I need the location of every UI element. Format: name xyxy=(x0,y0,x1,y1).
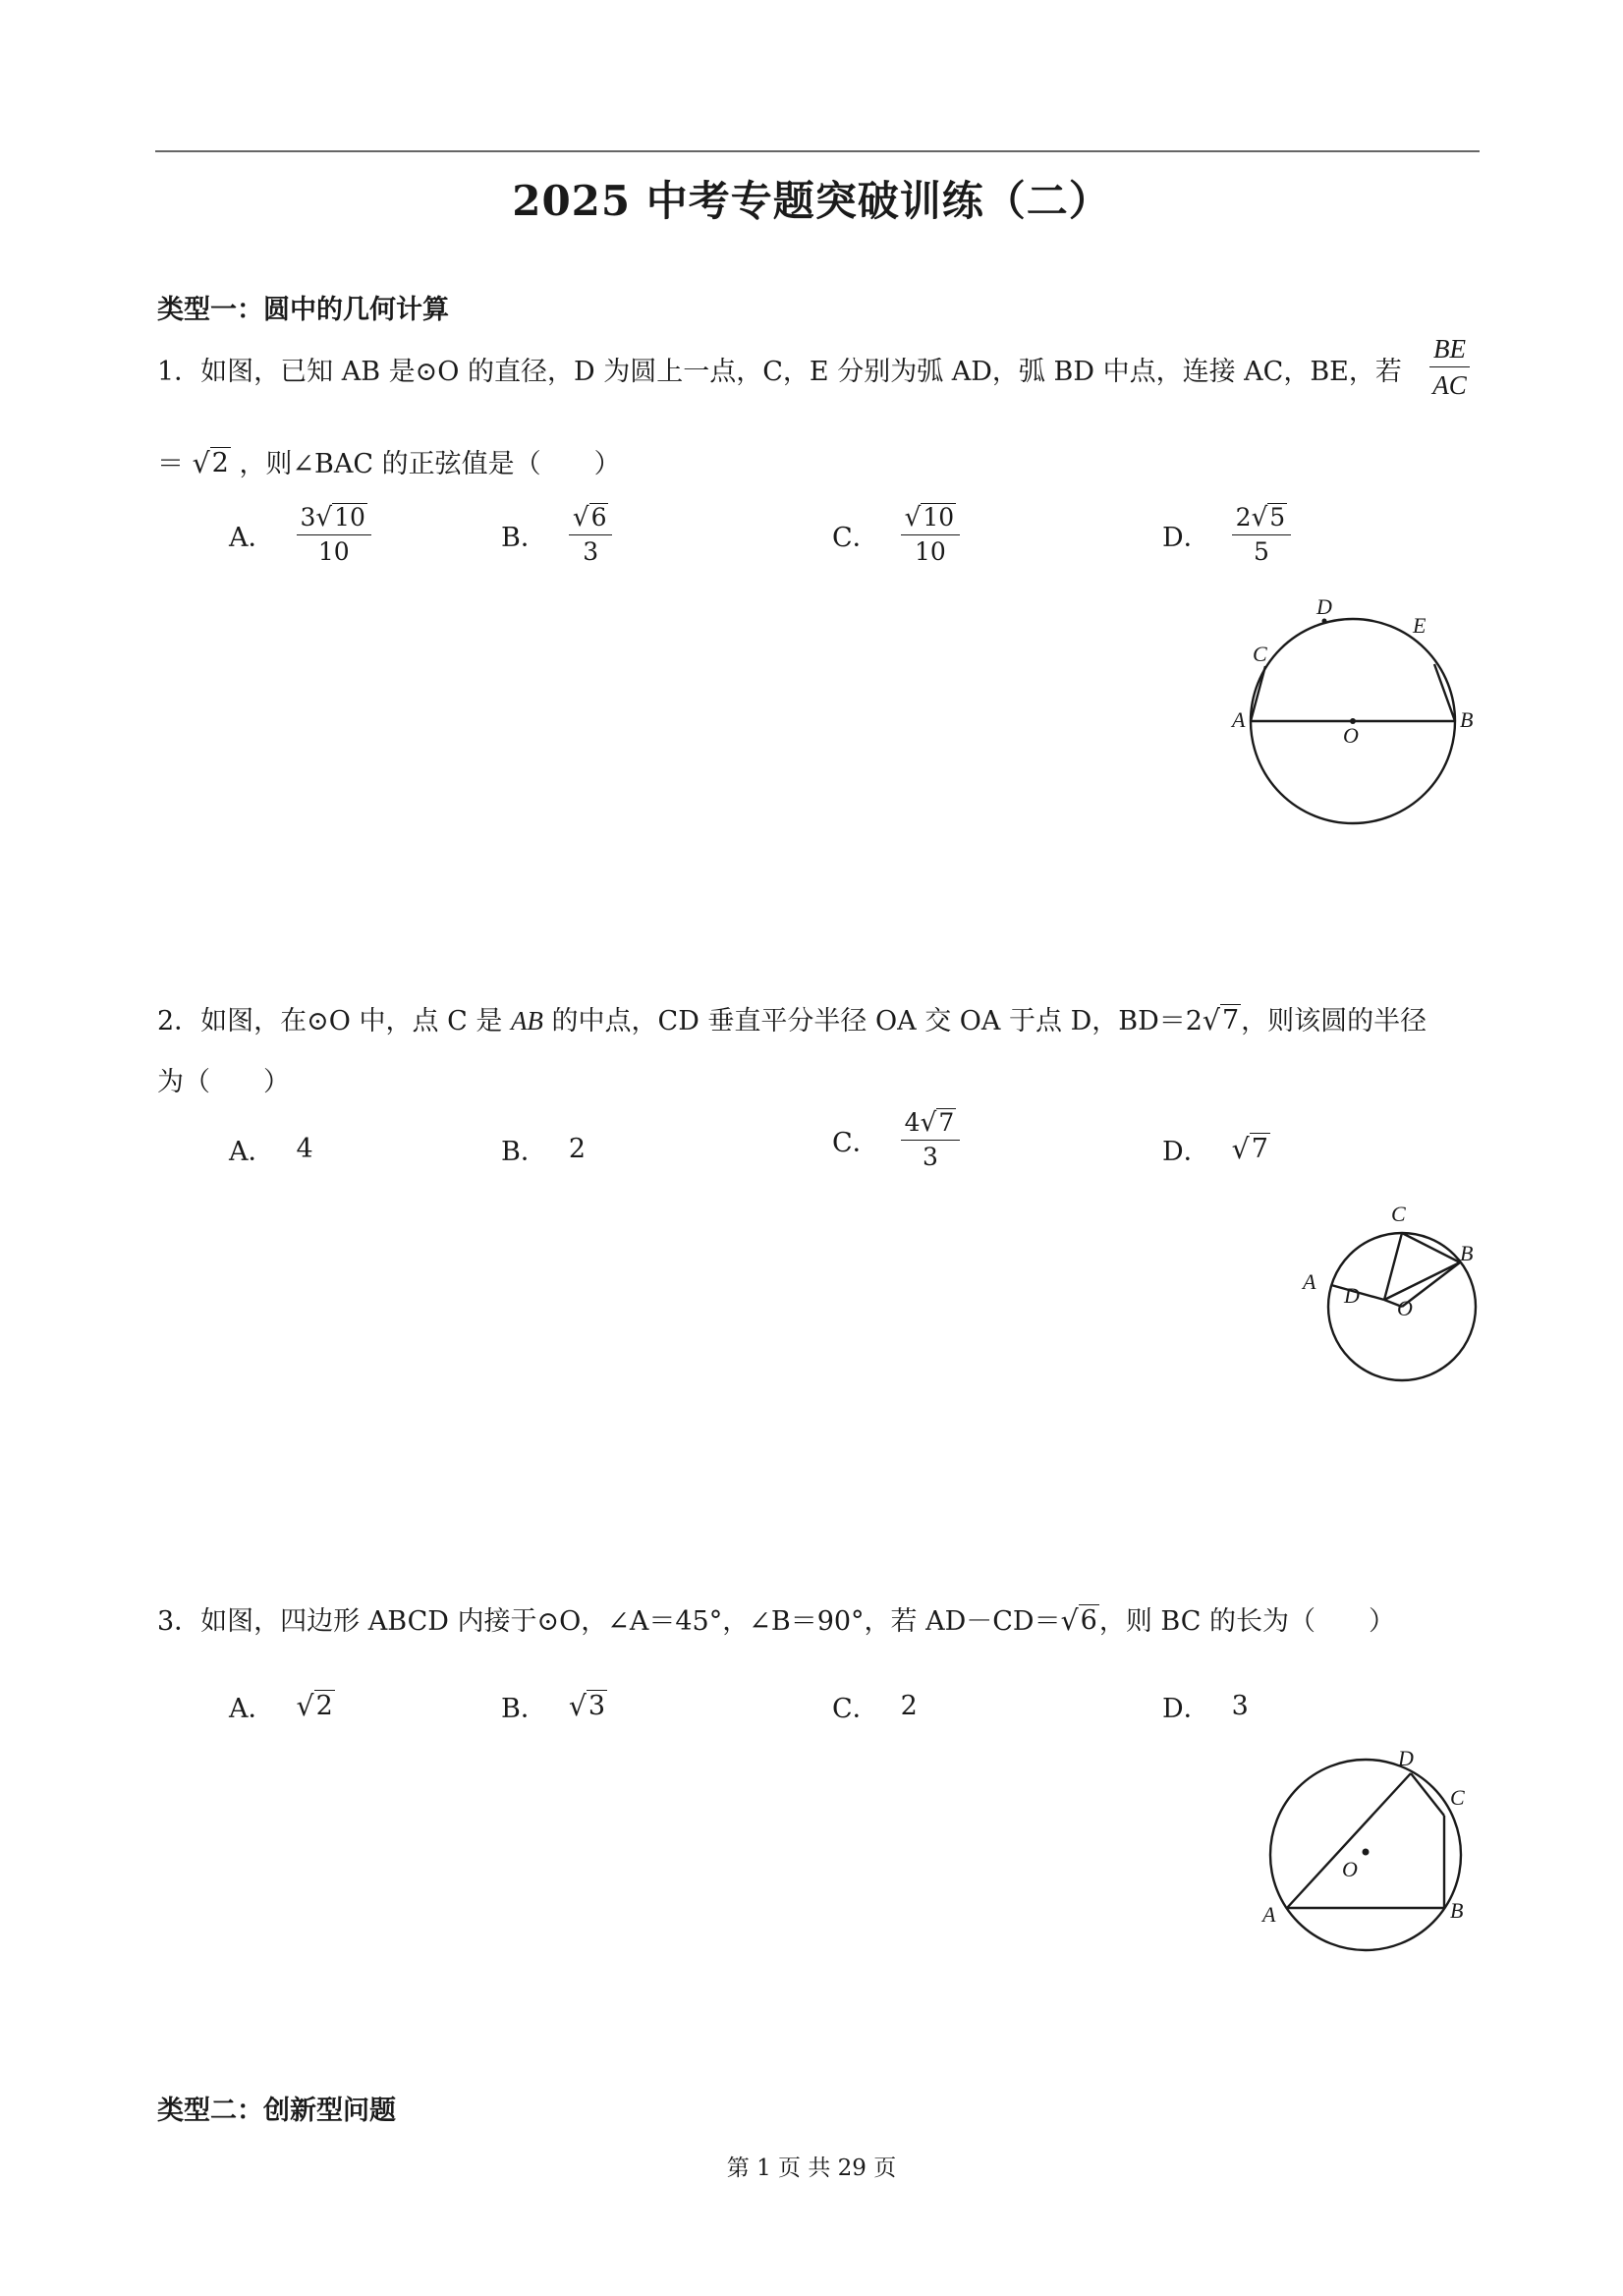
q1-stem-line1 xyxy=(157,350,1402,388)
q2-label-b: B xyxy=(1460,1241,1474,1265)
q2-stem-line2: 为（ ） xyxy=(157,1067,290,1097)
q2-option-d-label: D． xyxy=(1162,1137,1210,1167)
q3-option-d-label: D． xyxy=(1162,1694,1210,1724)
q1-option-a-label: A． xyxy=(229,522,275,553)
q1-option-b[interactable]: B． √ 6 3 xyxy=(501,503,612,567)
q1-option-c-label: C． xyxy=(832,522,879,553)
q3-label-d: D xyxy=(1398,1746,1414,1770)
q1-option-a-den: 10 xyxy=(317,537,350,567)
q1-eq-sign: ＝ xyxy=(157,449,184,479)
q1-stem-tail: ，则∠BAC 的正弦值是（ ） xyxy=(239,449,621,479)
q3-option-b[interactable]: B． √ 3 xyxy=(501,1687,607,1725)
q1-option-d-label: D． xyxy=(1162,522,1210,553)
q3-stem-tail: ，则 BC 的长为（ ） xyxy=(1098,1606,1396,1637)
section-heading-1: 类型一：圆中的几何计算 xyxy=(157,295,449,325)
q2-sqrt: √ 7 xyxy=(1202,1004,1240,1036)
q1-sqrt: √ 2 xyxy=(192,447,229,479)
q2-segment-bd xyxy=(1384,1262,1460,1300)
q3-label-a: A xyxy=(1262,1902,1276,1927)
q3-label-c: C xyxy=(1450,1785,1465,1810)
q1-segment-ac xyxy=(1251,666,1265,721)
q2-option-c-label: C． xyxy=(832,1127,879,1158)
q3-option-b-label: B． xyxy=(501,1694,547,1724)
q1-point-d-dot xyxy=(1322,619,1327,624)
q2-stem-line1 xyxy=(157,999,1427,1037)
q1-option-d-den: 5 xyxy=(1253,537,1269,567)
q1-label-b: B xyxy=(1460,707,1474,732)
q3-option-c[interactable] xyxy=(832,1687,918,1725)
q1-ratio-denominator: AC xyxy=(1432,370,1467,401)
q1-option-c[interactable]: C． √ 10 10 xyxy=(832,503,960,567)
q3-option-c-label: C． xyxy=(832,1694,879,1724)
q3-option-c-value: 2 xyxy=(900,1691,918,1721)
q3-option-a-radicand: 2 xyxy=(315,1691,333,1721)
q3-sqrt: √ 6 xyxy=(1060,1604,1097,1637)
q2-option-d[interactable]: D． √ 7 xyxy=(1162,1130,1270,1168)
q2-label-o: O xyxy=(1397,1296,1413,1320)
q3-stem-text: 3．如图，四边形 ABCD 内接于⊙O，∠A＝45°，∠B＝90°，若 AD－CD＝ xyxy=(157,1606,1061,1637)
q3-center-dot xyxy=(1363,1849,1370,1856)
q1-option-c-den: 10 xyxy=(915,537,946,567)
q2-option-b[interactable] xyxy=(501,1130,586,1168)
q1-label-a: A xyxy=(1232,707,1246,732)
q1-option-b-den: 3 xyxy=(583,537,599,567)
q1-ratio-fraction xyxy=(1429,334,1470,401)
q2-option-c[interactable]: C． 4 √ 7 3 xyxy=(832,1108,960,1172)
q2-option-a-label: A． xyxy=(229,1137,275,1167)
q1-option-d-radicand: 5 xyxy=(1269,503,1286,532)
q1-stem-line2 xyxy=(157,442,621,480)
q2-option-b-label: B． xyxy=(501,1137,547,1167)
q3-label-b: B xyxy=(1450,1898,1464,1923)
q2-label-c: C xyxy=(1391,1202,1406,1226)
page-title: 2025 中考专题突破训练（二） xyxy=(512,177,1111,225)
q3-option-a[interactable]: A． √ 2 xyxy=(229,1687,335,1725)
q3-option-b-radicand: 3 xyxy=(588,1691,606,1721)
q1-ratio-numerator: BE xyxy=(1429,334,1470,367)
page-footer: 第 1 页 共 29 页 xyxy=(726,2156,897,2181)
q1-option-d-coef: 2 xyxy=(1235,503,1252,532)
q2-label-d: D xyxy=(1344,1283,1360,1308)
q2-option-a-value: 4 xyxy=(296,1134,313,1164)
q3-segment-da xyxy=(1287,1773,1411,1908)
q3-option-d[interactable] xyxy=(1162,1687,1249,1725)
q2-figure xyxy=(1287,1194,1503,1390)
q1-label-e: E xyxy=(1413,613,1427,638)
q1-option-b-radicand: 6 xyxy=(590,503,607,532)
q3-figure xyxy=(1248,1739,1503,1960)
q1-stem-text: 1．如图，已知 AB 是⊙O 的直径，D 为圆上一点，C，E 分别为弧 AD，弧 BD 中点，连接 AC，BE，若 xyxy=(157,357,1402,387)
q3-label-o: O xyxy=(1342,1857,1358,1881)
q2-label-a: A xyxy=(1303,1269,1316,1294)
q1-option-c-radicand: 10 xyxy=(923,503,955,532)
q3-sqrt-radicand: 6 xyxy=(1080,1605,1097,1636)
q1-option-b-label: B． xyxy=(501,522,547,553)
q1-label-c: C xyxy=(1253,642,1267,666)
q3-option-d-value: 3 xyxy=(1231,1691,1249,1721)
q2-option-a[interactable] xyxy=(229,1130,313,1168)
header-rule xyxy=(155,150,1480,152)
q2-option-b-value: 2 xyxy=(568,1134,587,1164)
q2-arc-ab: AB xyxy=(510,1006,543,1036)
q1-option-a-radicand: 10 xyxy=(334,503,365,532)
q1-option-a-coef: 3 xyxy=(300,503,316,532)
q1-figure xyxy=(1218,585,1493,840)
q2-option-c-radicand: 7 xyxy=(938,1108,955,1137)
q1-option-a[interactable]: A． 3 √ 10 10 xyxy=(229,503,371,567)
q2-stem-text: 2．如图，在⊙O 中，点 C 是 xyxy=(157,1006,503,1036)
q2-option-c-den: 3 xyxy=(922,1143,938,1172)
q2-stem-mid: 的中点，CD 垂直平分半径 OA 交 OA 于点 D，BD＝2 xyxy=(551,1006,1203,1036)
q2-option-d-radicand: 7 xyxy=(1251,1134,1268,1164)
q2-segment-cd xyxy=(1384,1233,1402,1300)
q2-segment-cb xyxy=(1402,1233,1460,1262)
section-heading-2: 类型二：创新型问题 xyxy=(157,2096,396,2126)
q1-label-d: D xyxy=(1316,594,1332,619)
q3-option-a-label: A． xyxy=(229,1694,275,1724)
q2-sqrt-radicand: 7 xyxy=(1221,1005,1240,1036)
q1-option-d[interactable]: D． 2 √ 5 5 xyxy=(1162,503,1291,567)
q2-stem-tail: ，则该圆的半径 xyxy=(1241,1006,1427,1036)
q3-stem-line xyxy=(157,1599,1395,1638)
q1-label-o: O xyxy=(1343,723,1359,748)
q1-sqrt-radicand: 2 xyxy=(211,448,229,478)
q2-option-c-coef: 4 xyxy=(904,1108,921,1137)
